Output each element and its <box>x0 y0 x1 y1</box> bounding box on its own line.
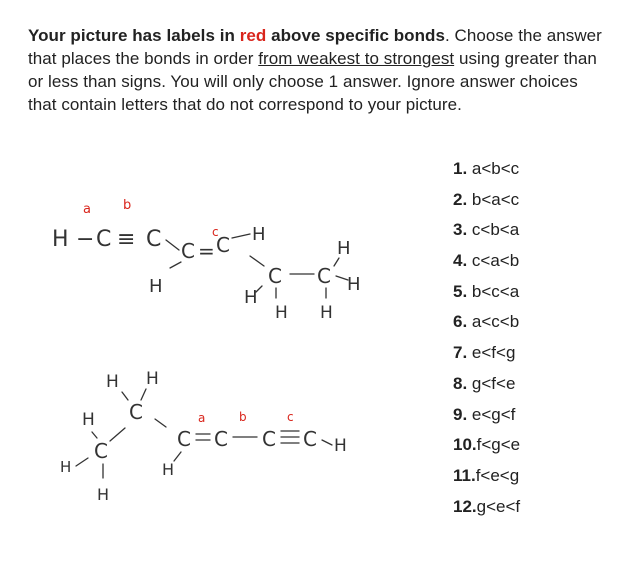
atom-h: H <box>320 303 333 323</box>
atom-h: H <box>252 224 266 245</box>
instructions-underlined: from weakest to strongest <box>258 49 455 68</box>
choice-number: 1. <box>453 159 468 178</box>
atom-h: H <box>347 274 361 295</box>
choice-number: 6. <box>453 312 468 332</box>
atom-h: H <box>82 410 95 430</box>
instructions-red-word: red <box>239 26 267 45</box>
molecule-2 <box>60 369 347 504</box>
atom-h: H <box>162 460 175 479</box>
atom-c: C <box>268 264 282 288</box>
answer-choice[interactable] <box>453 157 520 188</box>
atom-h: H <box>146 369 159 389</box>
answer-choice[interactable] <box>453 372 520 403</box>
bond-label-c: c <box>287 410 294 424</box>
bond-line <box>166 240 179 250</box>
bond-line <box>110 428 125 441</box>
choice-number: 5. <box>453 281 468 301</box>
atom-c: C <box>262 427 276 451</box>
bond-label-b: b <box>123 198 132 213</box>
atom-c: C <box>317 264 331 288</box>
choice-text: f<e<g <box>475 465 520 485</box>
answer-choice[interactable] <box>453 341 520 372</box>
atom-h: H <box>244 287 258 308</box>
bond-line <box>141 389 146 400</box>
atom-h: H <box>149 276 163 297</box>
atom-c: C <box>216 233 230 257</box>
atom-h: H <box>334 436 347 456</box>
bond-double: = <box>198 239 215 263</box>
choice-number: 4. <box>453 251 468 271</box>
choice-number: 12. <box>453 496 477 516</box>
bond-line <box>232 234 250 238</box>
bond-line <box>155 419 166 427</box>
instructions-part-1: Your picture has labels in <box>28 26 235 45</box>
atom-c: C <box>214 427 228 451</box>
answer-choice[interactable] <box>453 218 520 249</box>
answer-choice[interactable] <box>453 249 520 280</box>
bond-triple: ≡ <box>117 227 136 252</box>
molecule-1 <box>52 198 361 323</box>
choice-number: 8. <box>453 373 468 393</box>
atom-c: C <box>96 227 112 252</box>
bond-label-b: b <box>239 410 247 424</box>
bond-line <box>322 440 332 445</box>
atom-c: C <box>129 400 143 424</box>
choice-number: 2. <box>453 189 468 209</box>
bond-line <box>174 452 181 461</box>
bond-label-a: a <box>83 202 91 217</box>
bond-label-c: c <box>212 225 219 239</box>
choice-text: a<c<b <box>471 312 520 332</box>
bond-line <box>170 262 181 268</box>
choice-text: e<f<g <box>471 343 516 363</box>
answer-choice[interactable] <box>453 188 520 219</box>
instructions-part-3: using greater than or less than signs. You will only choose 1 answer. Ignore answer choices that contain letters that do not correspond to your picture. <box>28 49 597 114</box>
instructions-part-2: . Choose the answer that places the bonds in order <box>28 26 602 68</box>
answer-choice[interactable] <box>453 280 520 311</box>
bond-line <box>122 392 128 400</box>
choice-text: c<b<a <box>471 220 520 240</box>
choice-text: f<g<e <box>476 435 521 455</box>
atom-h: H <box>60 458 72 476</box>
atom-c: C <box>177 427 191 451</box>
atom-c: C <box>94 439 108 463</box>
answer-choice[interactable] <box>453 310 520 341</box>
choice-number: 9. <box>453 404 468 424</box>
choice-text: b<c<a <box>471 281 520 301</box>
answer-choice[interactable] <box>453 464 520 495</box>
choice-text: e<g<f <box>471 404 516 424</box>
atom-c: C <box>146 227 162 252</box>
atom-c: C <box>303 427 317 451</box>
bond-line <box>250 256 264 266</box>
atom-h: H <box>275 303 288 323</box>
atom-h: H <box>337 238 351 259</box>
choice-number: 11. <box>453 465 476 485</box>
choice-text: b<a<c <box>471 189 520 209</box>
bond-single: − <box>76 227 95 252</box>
answer-choices <box>453 157 520 525</box>
answer-choice[interactable] <box>453 433 520 464</box>
atom-c: C <box>181 239 195 263</box>
atom-h: H <box>97 485 110 504</box>
answer-choice[interactable] <box>453 495 520 526</box>
choice-text: g<e<f <box>476 496 521 516</box>
choice-text: c<a<b <box>471 251 520 271</box>
choice-text: a<b<c <box>471 159 520 178</box>
instructions-part-1-end: above specific bonds <box>271 26 445 45</box>
atom-h: H <box>52 227 69 252</box>
choice-number: 3. <box>453 220 468 240</box>
choice-number: 7. <box>453 343 468 363</box>
bond-label-a: a <box>198 411 206 425</box>
choice-text: g<f<e <box>471 373 516 393</box>
atom-h: H <box>106 372 119 392</box>
choice-number: 10. <box>453 435 477 455</box>
bond-line <box>92 432 97 438</box>
bond-line <box>76 458 88 466</box>
bond-line <box>334 258 339 266</box>
answer-choice[interactable] <box>453 403 520 434</box>
